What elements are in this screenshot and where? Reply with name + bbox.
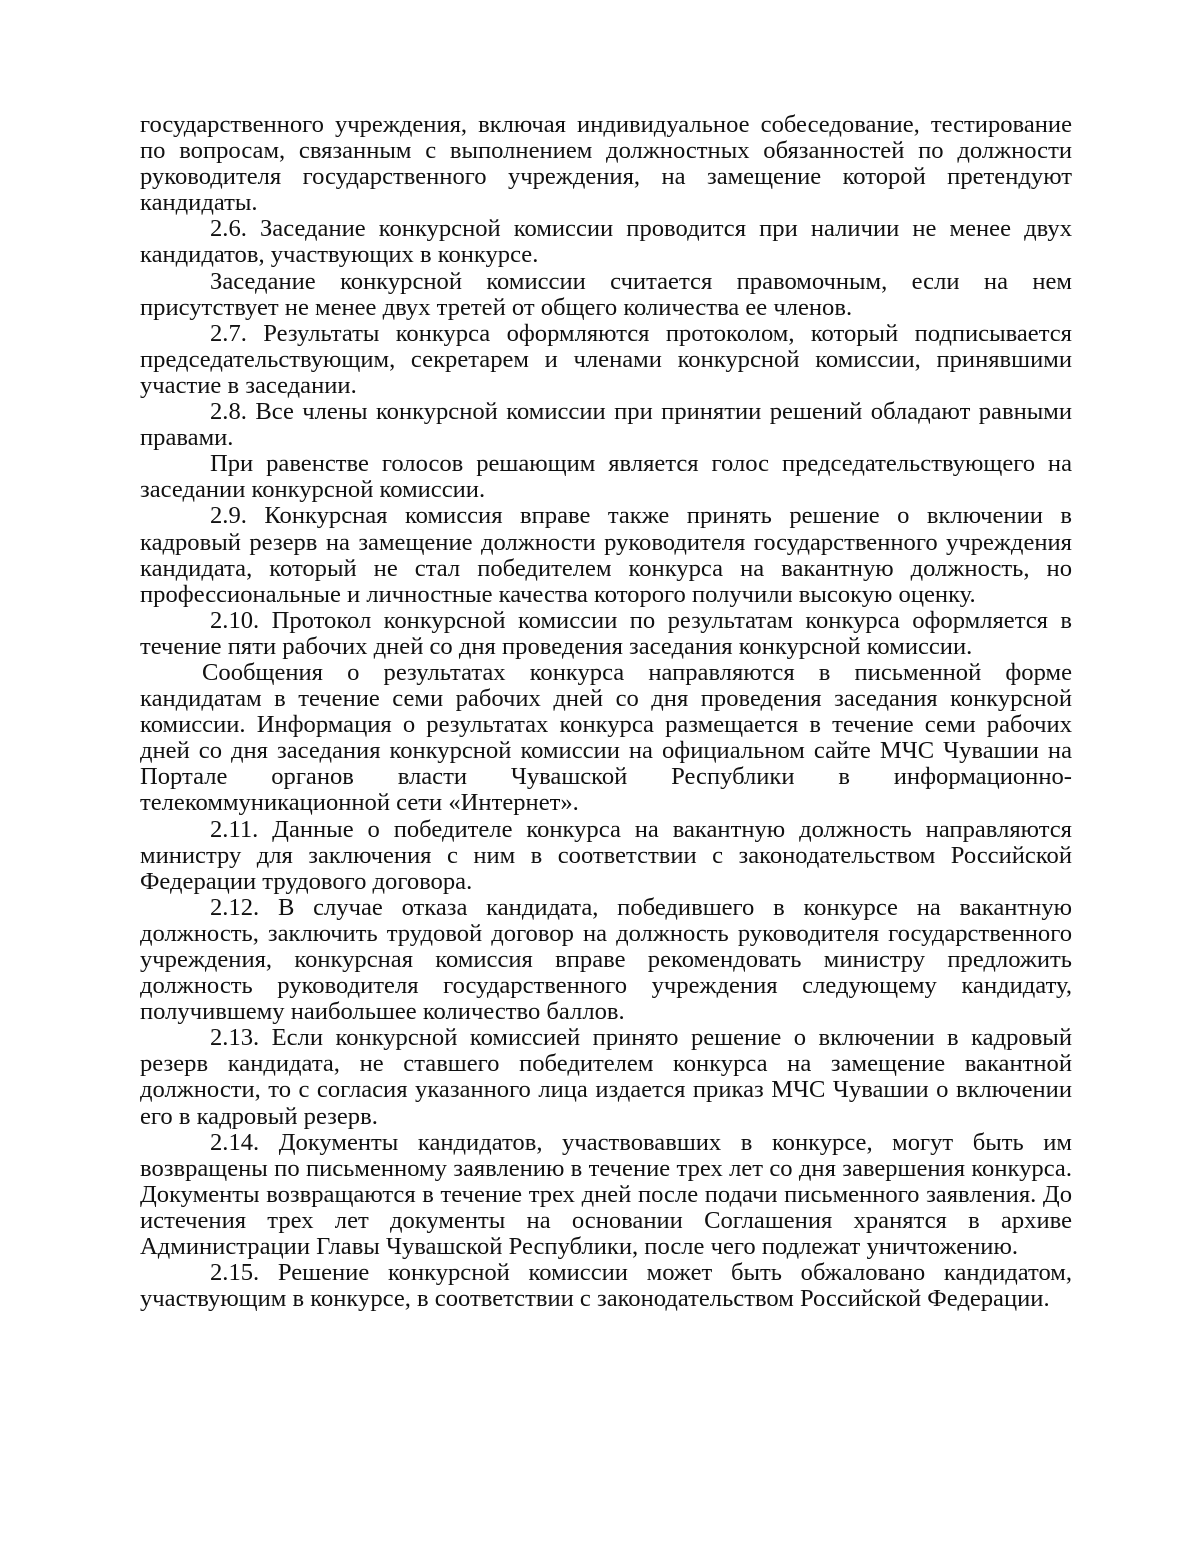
paragraph-2-15: 2.15. Решение конкурсной комиссии может быть обжаловано кандидатом, участвующим в конкурсе, в соответствии с законодательством Российской Федерации. (140, 1259, 1072, 1313)
paragraph-2-8: 2.8. Все члены конкурсной комиссии при принятии решений обладают равными правами. (140, 398, 1072, 452)
paragraph-quorum: Заседание конкурсной комиссии считается правомочным, если на нем присутствует не менее двух третей от общего количества ее членов. (140, 267, 1072, 321)
paragraph-2-13: 2.13. Если конкурсной комиссией принято решение о включении в кадровый резерв кандидата, не ставшего победителем конкурса на замещение вакантной должности, то с согласия указанного лица издается приказ МЧС Чувашии о включении его в кадровый резерв. (140, 1024, 1072, 1130)
paragraph-2-9: 2.9. Конкурсная комиссия вправе также принять решение о включении в кадровый резерв на замещение должности руководителя государственного учреждения кандидата, который не стал победителем конкурса на вакантную должность, но профессиональные и личностные качества которого получили высокую оценку. (140, 502, 1072, 608)
paragraph-2-10: 2.10. Протокол конкурсной комиссии по результатам конкурса оформляется в течение пяти рабочих дней со дня проведения заседания конкурсной комиссии. (140, 606, 1072, 660)
document-page (140, 112, 1072, 1312)
paragraph-2-6: 2.6. Заседание конкурсной комиссии проводится при наличии не менее двух кандидатов, участвующих в конкурсе. (140, 215, 1072, 269)
paragraph-equal-votes: При равенстве голосов решающим является голос председательствующего на заседании конкурсной комиссии. (140, 450, 1072, 504)
paragraph-2-11: 2.11. Данные о победителе конкурса на вакантную должность направляются министру для заключения с ним в соответствии с законодательством Российской Федерации трудового договора. (140, 815, 1072, 895)
paragraph-continuation: государственного учреждения, включая индивидуальное собеседование, тестирование по вопросам, связанным с выполнением должностных обязанностей по должности руководителя государственного учреждения, на замещение которой претендуют кандидаты. (140, 111, 1072, 217)
paragraph-2-12: 2.12. В случае отказа кандидата, победившего в конкурсе на вакантную должность, заключить трудовой договор на должность руководителя государственного учреждения, конкурсная комиссия вправе рекомендовать министру предложить должность руководителя государственного учреждения следующему кандидату, получившему наибольшее количество баллов. (140, 893, 1072, 1026)
paragraph-2-7: 2.7. Результаты конкурса оформляются протоколом, который подписывается председательствующим, секретарем и членами конкурсной комиссии, принявшими участие в заседании. (140, 319, 1072, 399)
paragraph-results-notice: Сообщения о результатах конкурса направляются в письменной форме кандидатам в течение семи рабочих дней со дня проведения заседания конкурсной комиссии. Информация о результатах конкурса размещается в течение семи рабочих дней со дня заседания конкурсной комиссии на официальном сайте МЧС Чувашии на Портале органов власти Чувашской Республики в информационно-телекоммуникационной сети «Интернет». (140, 658, 1072, 817)
paragraph-2-14: 2.14. Документы кандидатов, участвовавших в конкурсе, могут быть им возвращены по письменному заявлению в течение трех лет со дня завершения конкурса. Документы возвращаются в течение трех дней после подачи письменного заявления. До истечения трех лет документы на основании Соглашения хранятся в архиве Администрации Главы Чувашской Республики, после чего подлежат уничтожению. (140, 1128, 1072, 1261)
